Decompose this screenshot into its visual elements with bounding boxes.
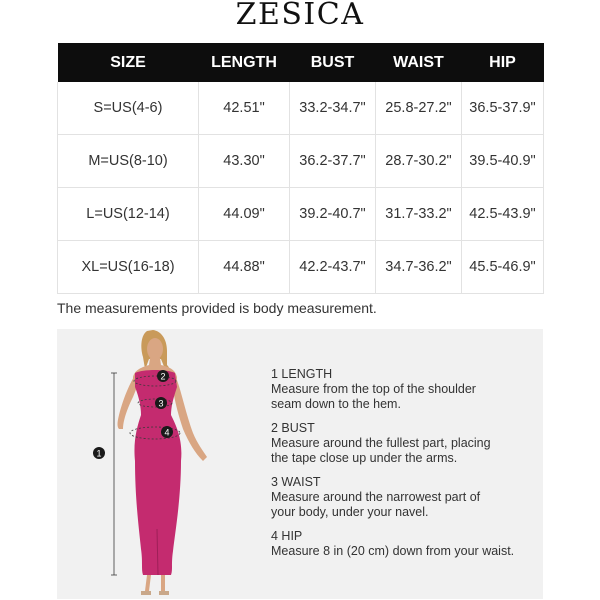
marker-bust [157, 370, 169, 382]
model-figure-illustration [57, 329, 257, 599]
length-cell: 44.09" [199, 188, 290, 241]
guide-item-line: the tape close up under the arms. [271, 451, 458, 465]
size-cell: L=US(12-14) [58, 188, 199, 241]
header-size: SIZE [58, 43, 199, 82]
brand-logo: ZESICA [235, 0, 365, 32]
measurement-instructions [271, 367, 541, 568]
bust-cell: 39.2-40.7" [290, 188, 376, 241]
guide-item-line: your body, under your navel. [271, 505, 429, 519]
guide-item-title: 1 LENGTH [271, 367, 333, 381]
hip-cell: 45.5-46.9" [462, 241, 544, 294]
measurement-note: The measurements provided is body measurement. [57, 300, 377, 316]
header-length: LENGTH [199, 43, 290, 82]
table-row [58, 82, 544, 135]
measurement-guide-panel [57, 329, 543, 599]
waist-cell: 25.8-27.2" [376, 82, 462, 135]
size-cell: XL=US(16-18) [58, 241, 199, 294]
marker-hip [161, 426, 173, 438]
guide-item-title: 3 WAIST [271, 475, 321, 489]
guide-item-line: Measure around the fullest part, placing [271, 436, 491, 450]
waist-cell: 28.7-30.2" [376, 135, 462, 188]
guide-item-hip [271, 529, 541, 559]
guide-item-title: 2 BUST [271, 421, 315, 435]
size-cell: S=US(4-6) [58, 82, 199, 135]
hip-cell: 36.5-37.9" [462, 82, 544, 135]
model-head [147, 338, 163, 360]
table-row [58, 188, 544, 241]
model-shoes [141, 591, 169, 595]
svg-text:2: 2 [160, 371, 166, 382]
size-chart-table [57, 43, 544, 294]
length-cell: 44.88" [199, 241, 290, 294]
hip-cell: 42.5-43.9" [462, 188, 544, 241]
hip-cell: 39.5-40.9" [462, 135, 544, 188]
guide-item-line: seam down to the hem. [271, 397, 401, 411]
svg-text:4: 4 [164, 427, 170, 438]
waist-cell: 31.7-33.2" [376, 188, 462, 241]
bust-cell: 36.2-37.7" [290, 135, 376, 188]
waist-cell: 34.7-36.2" [376, 241, 462, 294]
length-cell: 43.30" [199, 135, 290, 188]
bust-cell: 33.2-34.7" [290, 82, 376, 135]
bust-cell: 42.2-43.7" [290, 241, 376, 294]
header-waist: WAIST [376, 43, 462, 82]
guide-item-waist [271, 475, 541, 520]
table-row [58, 241, 544, 294]
length-cell: 42.51" [199, 82, 290, 135]
header-bust: BUST [290, 43, 376, 82]
table-header-row [58, 43, 544, 82]
model-legs [145, 575, 165, 591]
header-hip: HIP [462, 43, 544, 82]
svg-text:3: 3 [158, 398, 164, 409]
marker-length [93, 447, 105, 459]
guide-item-bust [271, 421, 541, 466]
svg-text:1: 1 [96, 448, 102, 459]
model-left-arm [118, 375, 138, 429]
guide-item-length [271, 367, 541, 412]
guide-item-line: Measure from the top of the shoulder [271, 382, 476, 396]
guide-item-line: Measure 8 in (20 cm) down from your waist. [271, 544, 515, 558]
guide-item-title: 4 HIP [271, 529, 303, 543]
table-row [58, 135, 544, 188]
size-cell: M=US(8-10) [58, 135, 199, 188]
guide-item-line: Measure around the narrowest part of [271, 490, 481, 504]
marker-waist [155, 397, 167, 409]
